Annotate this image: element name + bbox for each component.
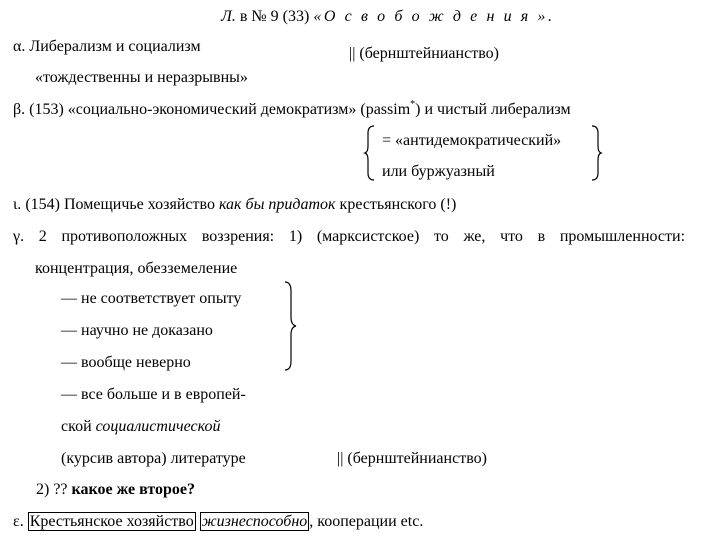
gamma-item5-italic: социалистической	[95, 418, 221, 435]
gamma-line1	[13, 229, 685, 245]
page-title	[221, 9, 555, 25]
gamma-item2: — научно не доказано	[61, 322, 213, 339]
gamma-second-bold: какое же второе?	[71, 481, 195, 498]
title-journal: «О с в о б о ж д е н и я ».	[313, 8, 555, 25]
gamma-item1: — не соответствует опыту	[61, 290, 242, 307]
alpha-text1: Либерализм и социализм	[29, 38, 201, 55]
iota-marker: ι.	[13, 196, 22, 213]
epsilon-line	[13, 514, 423, 530]
iota-text-after: крестьянского (!)	[335, 196, 457, 213]
gamma-second-prefix: 2) ??	[36, 481, 72, 498]
beta-brace-line2: или буржуазный	[382, 163, 495, 180]
beta-line	[13, 99, 571, 118]
gamma-item6: (курсив автора) литературе	[61, 450, 246, 467]
alpha-marker: α.	[13, 38, 26, 55]
right-brace-icon	[283, 281, 297, 371]
right-brace-icon	[590, 125, 602, 181]
beta-text-after: ) и чистый либерализм	[415, 101, 571, 118]
epsilon-text-after: , кооперации etc.	[309, 513, 424, 530]
alpha-aside: || (бернштейнианство)	[349, 45, 499, 62]
title-issue: в № 9 (33)	[235, 8, 314, 25]
gamma-text1: 2 противоположных воззрения: 1) (марксистское) то же, что в промышленности:	[38, 228, 686, 245]
beta-brace-line1: = «антидемократический»	[382, 132, 562, 149]
iota-line	[13, 197, 456, 213]
alpha-line2: «тождественны и неразрывны»	[35, 69, 248, 86]
gamma-line2: концентрация, обезземеление	[35, 260, 238, 277]
iota-text-before: (154) Помещичье хозяйство	[25, 196, 219, 213]
epsilon-boxed: Крестьянское хозяйство	[29, 513, 194, 530]
gamma-marker: γ.	[13, 228, 25, 245]
gamma-second	[36, 482, 195, 498]
gamma-item4: — все больше и в европей-	[61, 386, 246, 403]
beta-text-before: (153) «социально-экономический демократизм» (passim	[29, 101, 411, 118]
alpha-line1	[13, 39, 201, 55]
gamma-item6-aside: || (бернштейнианство)	[337, 450, 487, 467]
iota-italic: как бы придаток	[218, 196, 336, 213]
gamma-item5	[61, 419, 220, 435]
gamma-item5-text: ской	[61, 418, 96, 435]
gamma-item3: — вообще неверно	[61, 354, 191, 371]
left-brace-icon	[364, 125, 376, 181]
beta-footnote-mark: *	[410, 99, 416, 110]
epsilon-marker: ε.	[13, 513, 24, 530]
title-prefix: Л.	[221, 8, 236, 25]
epsilon-italic: жизнеспособно	[201, 513, 308, 530]
beta-marker: β.	[13, 101, 26, 118]
